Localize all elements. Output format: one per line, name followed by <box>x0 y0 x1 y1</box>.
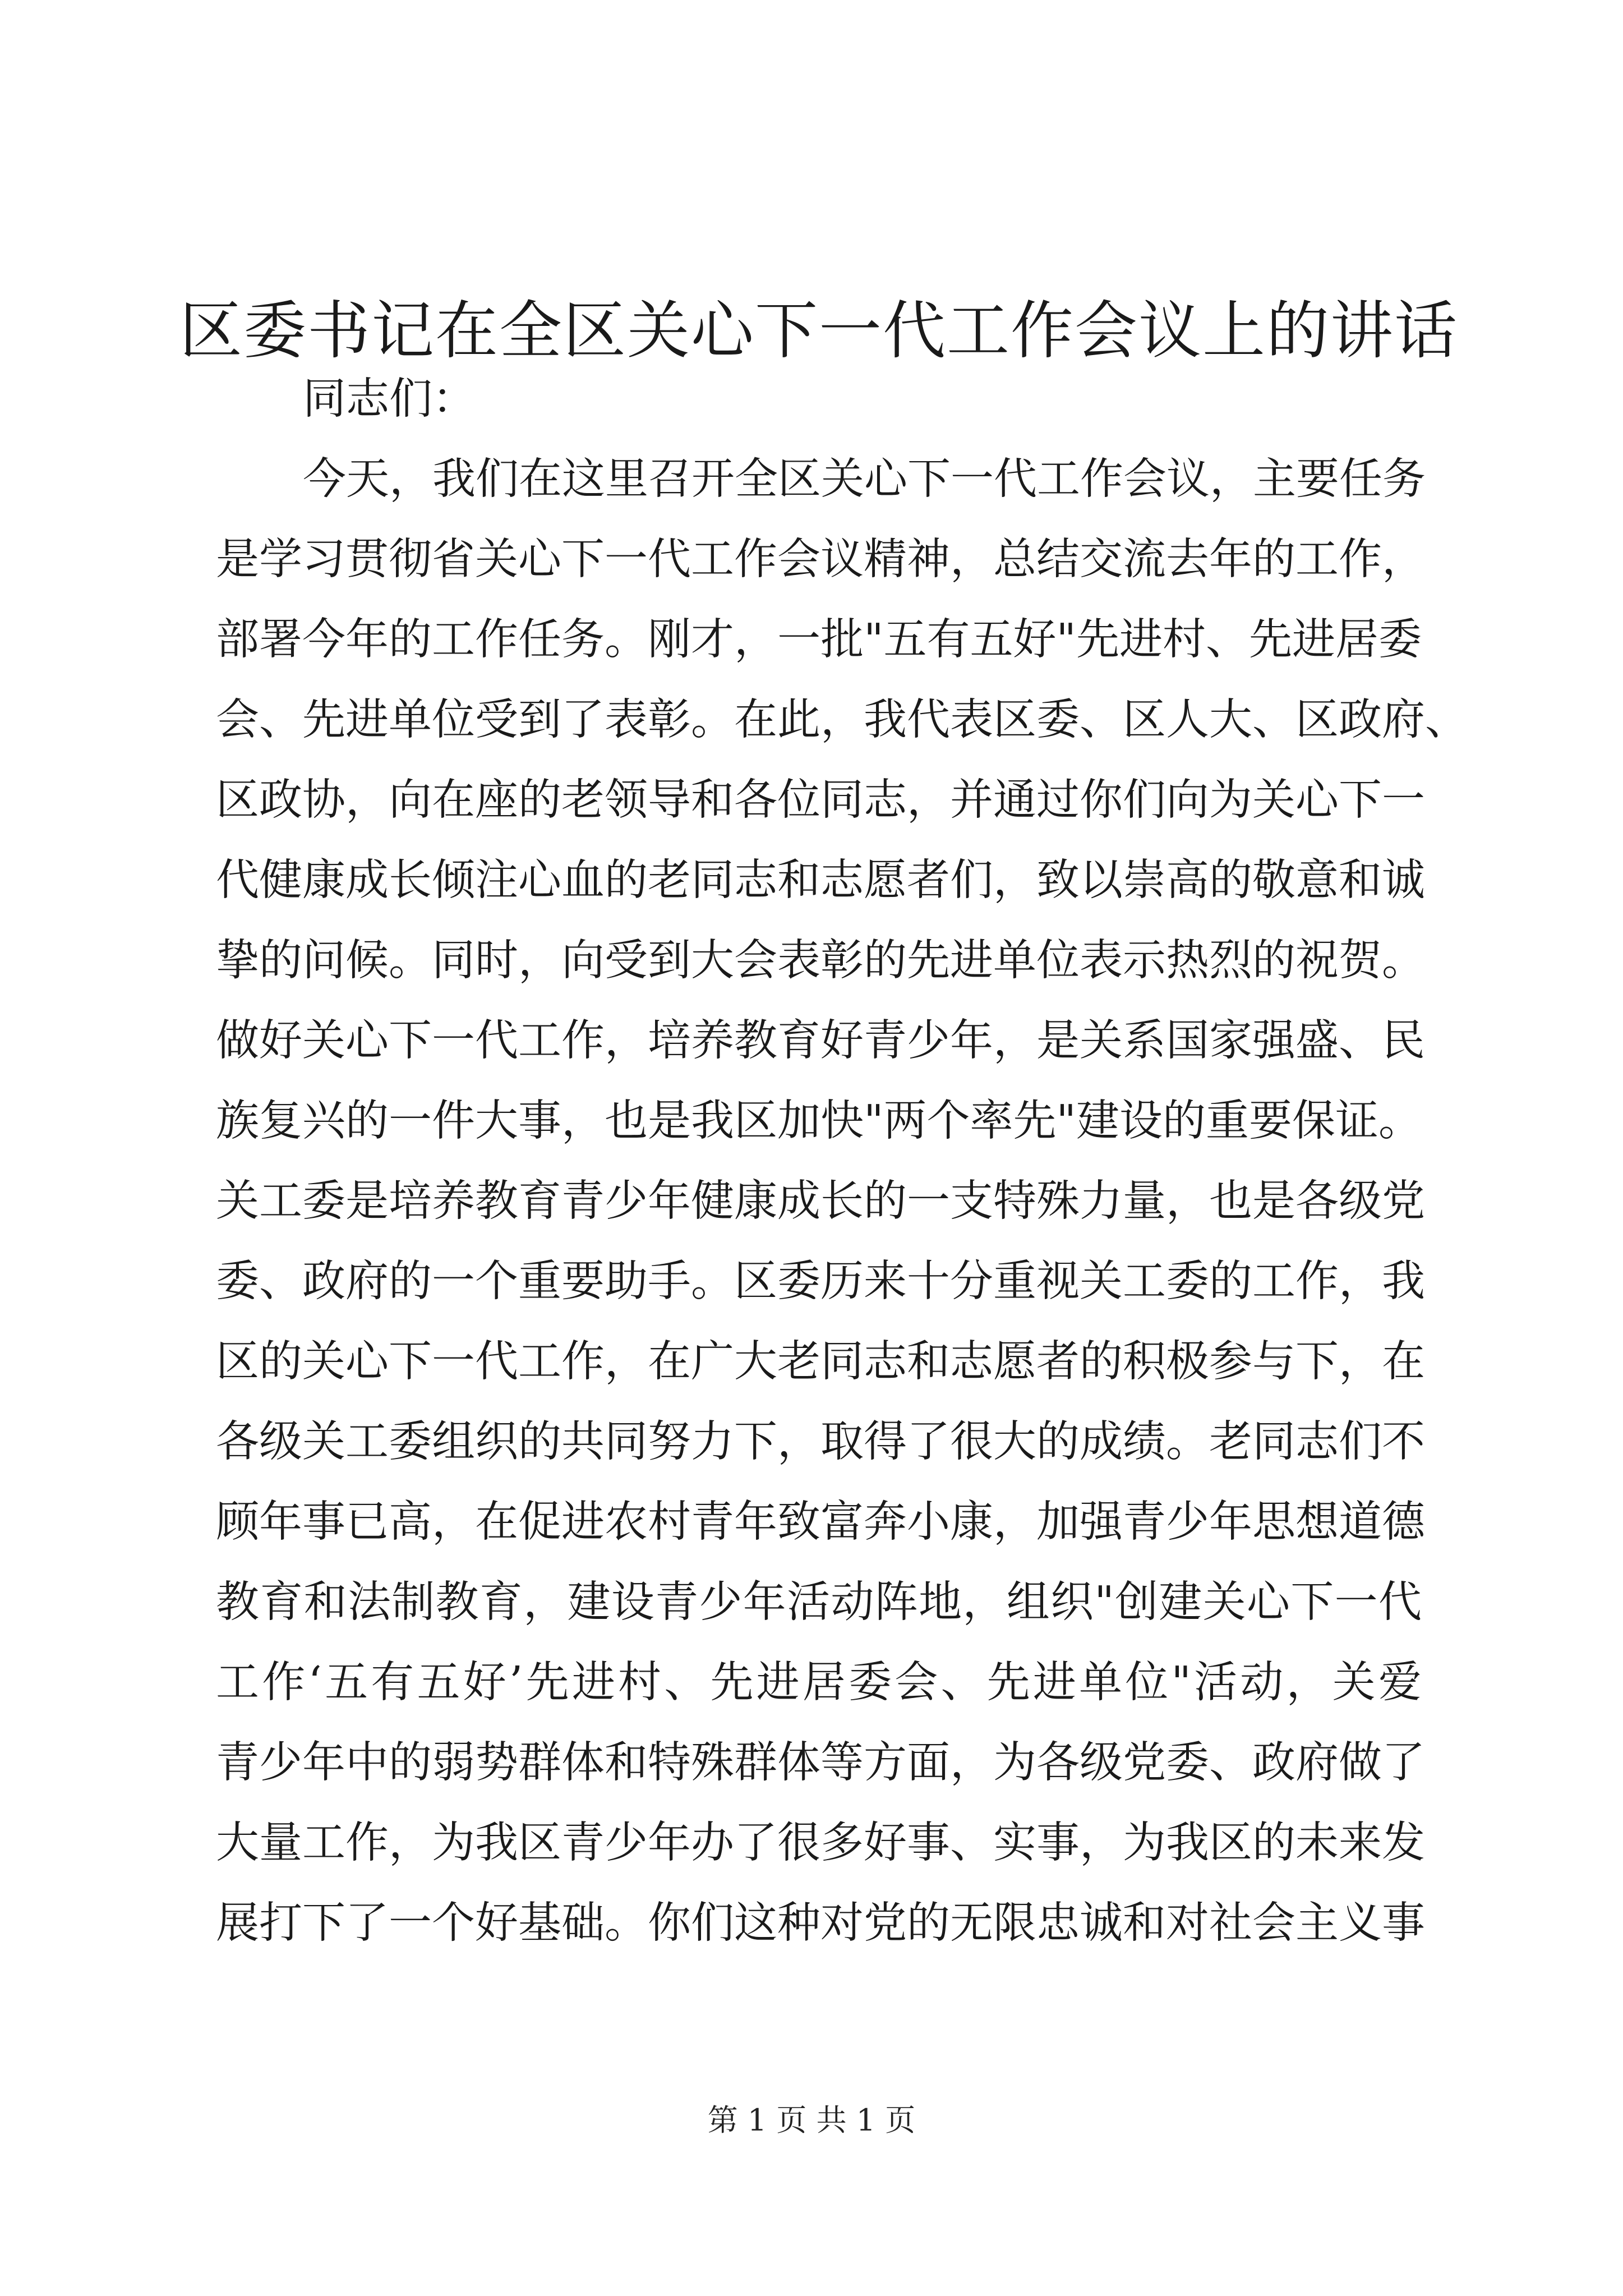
paragraph-line: 委、政府的一个重要助手。区委历来十分重视关工委的工作，我 <box>216 1257 1425 1306</box>
paragraph-line: 区政协，向在座的老领导和各位同志，并通过你们向为关心下一 <box>216 775 1425 825</box>
paragraph-line: 族复兴的一件大事，也是我区加快"两个率先"建设的重要保证。 <box>216 1096 1422 1146</box>
paragraph-line: 青少年中的弱势群体和特殊群体等方面，为各级党委、政府做了 <box>216 1738 1425 1788</box>
paragraph-line: 是学习贯彻省关心下一代工作会议精神，总结交流去年的工作， <box>216 535 1425 585</box>
paragraph-line: 工作‘五有五好’先进村、先进居委会、先进单位"活动，关爱 <box>216 1658 1422 1708</box>
paragraph-line: 教育和法制教育，建设青少年活动阵地，组织"创建关心下一代 <box>216 1577 1422 1627</box>
paragraph-line: 大量工作，为我区青少年办了很多好事、实事，为我区的未来发 <box>216 1818 1425 1868</box>
paragraph-line: 关工委是培养教育青少年健康成长的一支特殊力量，也是各级党 <box>216 1176 1425 1226</box>
paragraph-line: 做好关心下一代工作，培养教育好青少年，是关系国家强盛、民 <box>216 1016 1425 1066</box>
paragraph-line: 区的关心下一代工作，在广大老同志和志愿者的积极参与下，在 <box>216 1337 1425 1387</box>
paragraph-line: 各级关工委组织的共同努力下，取得了很大的成绩。老同志们不 <box>216 1417 1425 1467</box>
page-number-footer: 第 1 页 共 1 页 <box>707 2102 916 2138</box>
document-body <box>216 359 1468 1963</box>
paragraph-line: 代健康成长倾注心血的老同志和志愿者们，致以崇高的敬意和诚 <box>216 855 1425 905</box>
paragraph-line: 会、先进单位受到了表彰。在此，我代表区委、区人大、区政府、 <box>216 695 1468 745</box>
paragraph-line: 挚的问候。同时，向受到大会表彰的先进单位表示热烈的祝贺。 <box>216 936 1425 986</box>
paragraph-line: 展打下了一个好基础。你们这种对党的无限忠诚和对社会主义事 <box>216 1898 1425 1948</box>
document-title: 区委书记在全区关心下一代工作会议上的讲话 <box>179 295 1458 367</box>
paragraph-line: 今天，我们在这里召开全区关心下一代工作会议，主要任务 <box>303 454 1426 504</box>
paragraph-line: 部署今年的工作任务。刚才，一批"五有五好"先进村、先进居委 <box>216 615 1422 665</box>
paragraph-line: 顾年事已高，在促进农村青年致富奔小康，加强青少年思想道德 <box>216 1497 1425 1547</box>
greeting-line: 同志们： <box>303 374 476 424</box>
